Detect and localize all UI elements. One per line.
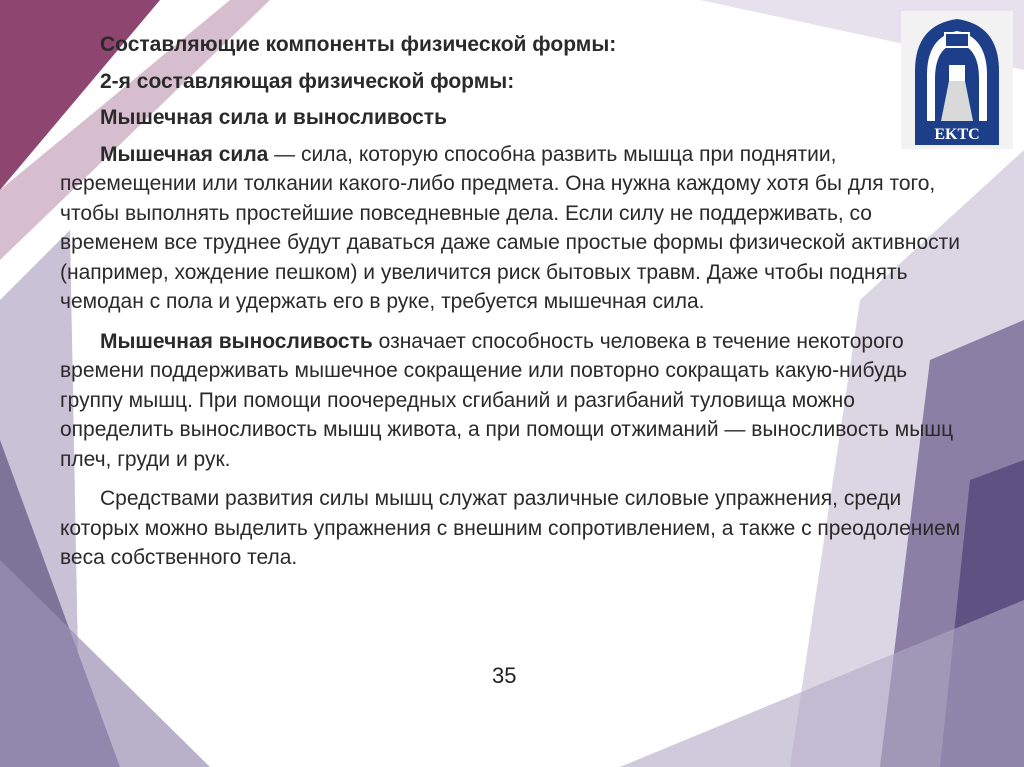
logo-text: EKTC	[934, 126, 980, 143]
term-muscle-strength: Мышечная сила	[100, 142, 269, 166]
text-muscle-endurance: означает способность человека в течение некоторого времени поддерживать мышечное сокращение или повторно сокращать какую-нибудь группу мышц. При помощи поочередных сгибаний и разгибаний туловища можно определить выносливость мышц живота, а при помощи отжиманий — выносливость мышц плеч, груди и рук.	[60, 329, 954, 471]
page-number: 35	[492, 663, 517, 688]
paragraph-muscle-strength	[60, 140, 965, 317]
text-muscle-strength: — сила, которую способна развить мышца при поднятии, перемещении или толкании какого-либо предмета. Она нужна каждому хотя бы для того, чтобы выполнять простейшие повседневные дела. Если силу не поддерживать, со временем все труднее будут даваться даже самые простые формы физической активности (например, хождение пешком) и увеличится риск бытовых травм. Даже чтобы поднять чемодан с пола и удержать его в руке, требуется мышечная сила.	[60, 142, 960, 313]
paragraph-strength-means: Средствами развития силы мышц служат различные силовые упражнения, среди которых можно выделить упражнения с внешним сопротивлением, а также с преодолением веса собственного тела.	[60, 487, 961, 569]
heading-strength-endurance: Мышечная сила и выносливость	[100, 106, 447, 129]
term-muscle-endurance: Мышечная выносливость	[100, 329, 373, 353]
slide-content	[60, 30, 965, 583]
heading-components: Составляющие компоненты физической формы:	[100, 33, 617, 56]
paragraph-muscle-endurance	[60, 327, 965, 475]
heading-second-component: 2-я составляющая физической формы:	[100, 69, 515, 93]
